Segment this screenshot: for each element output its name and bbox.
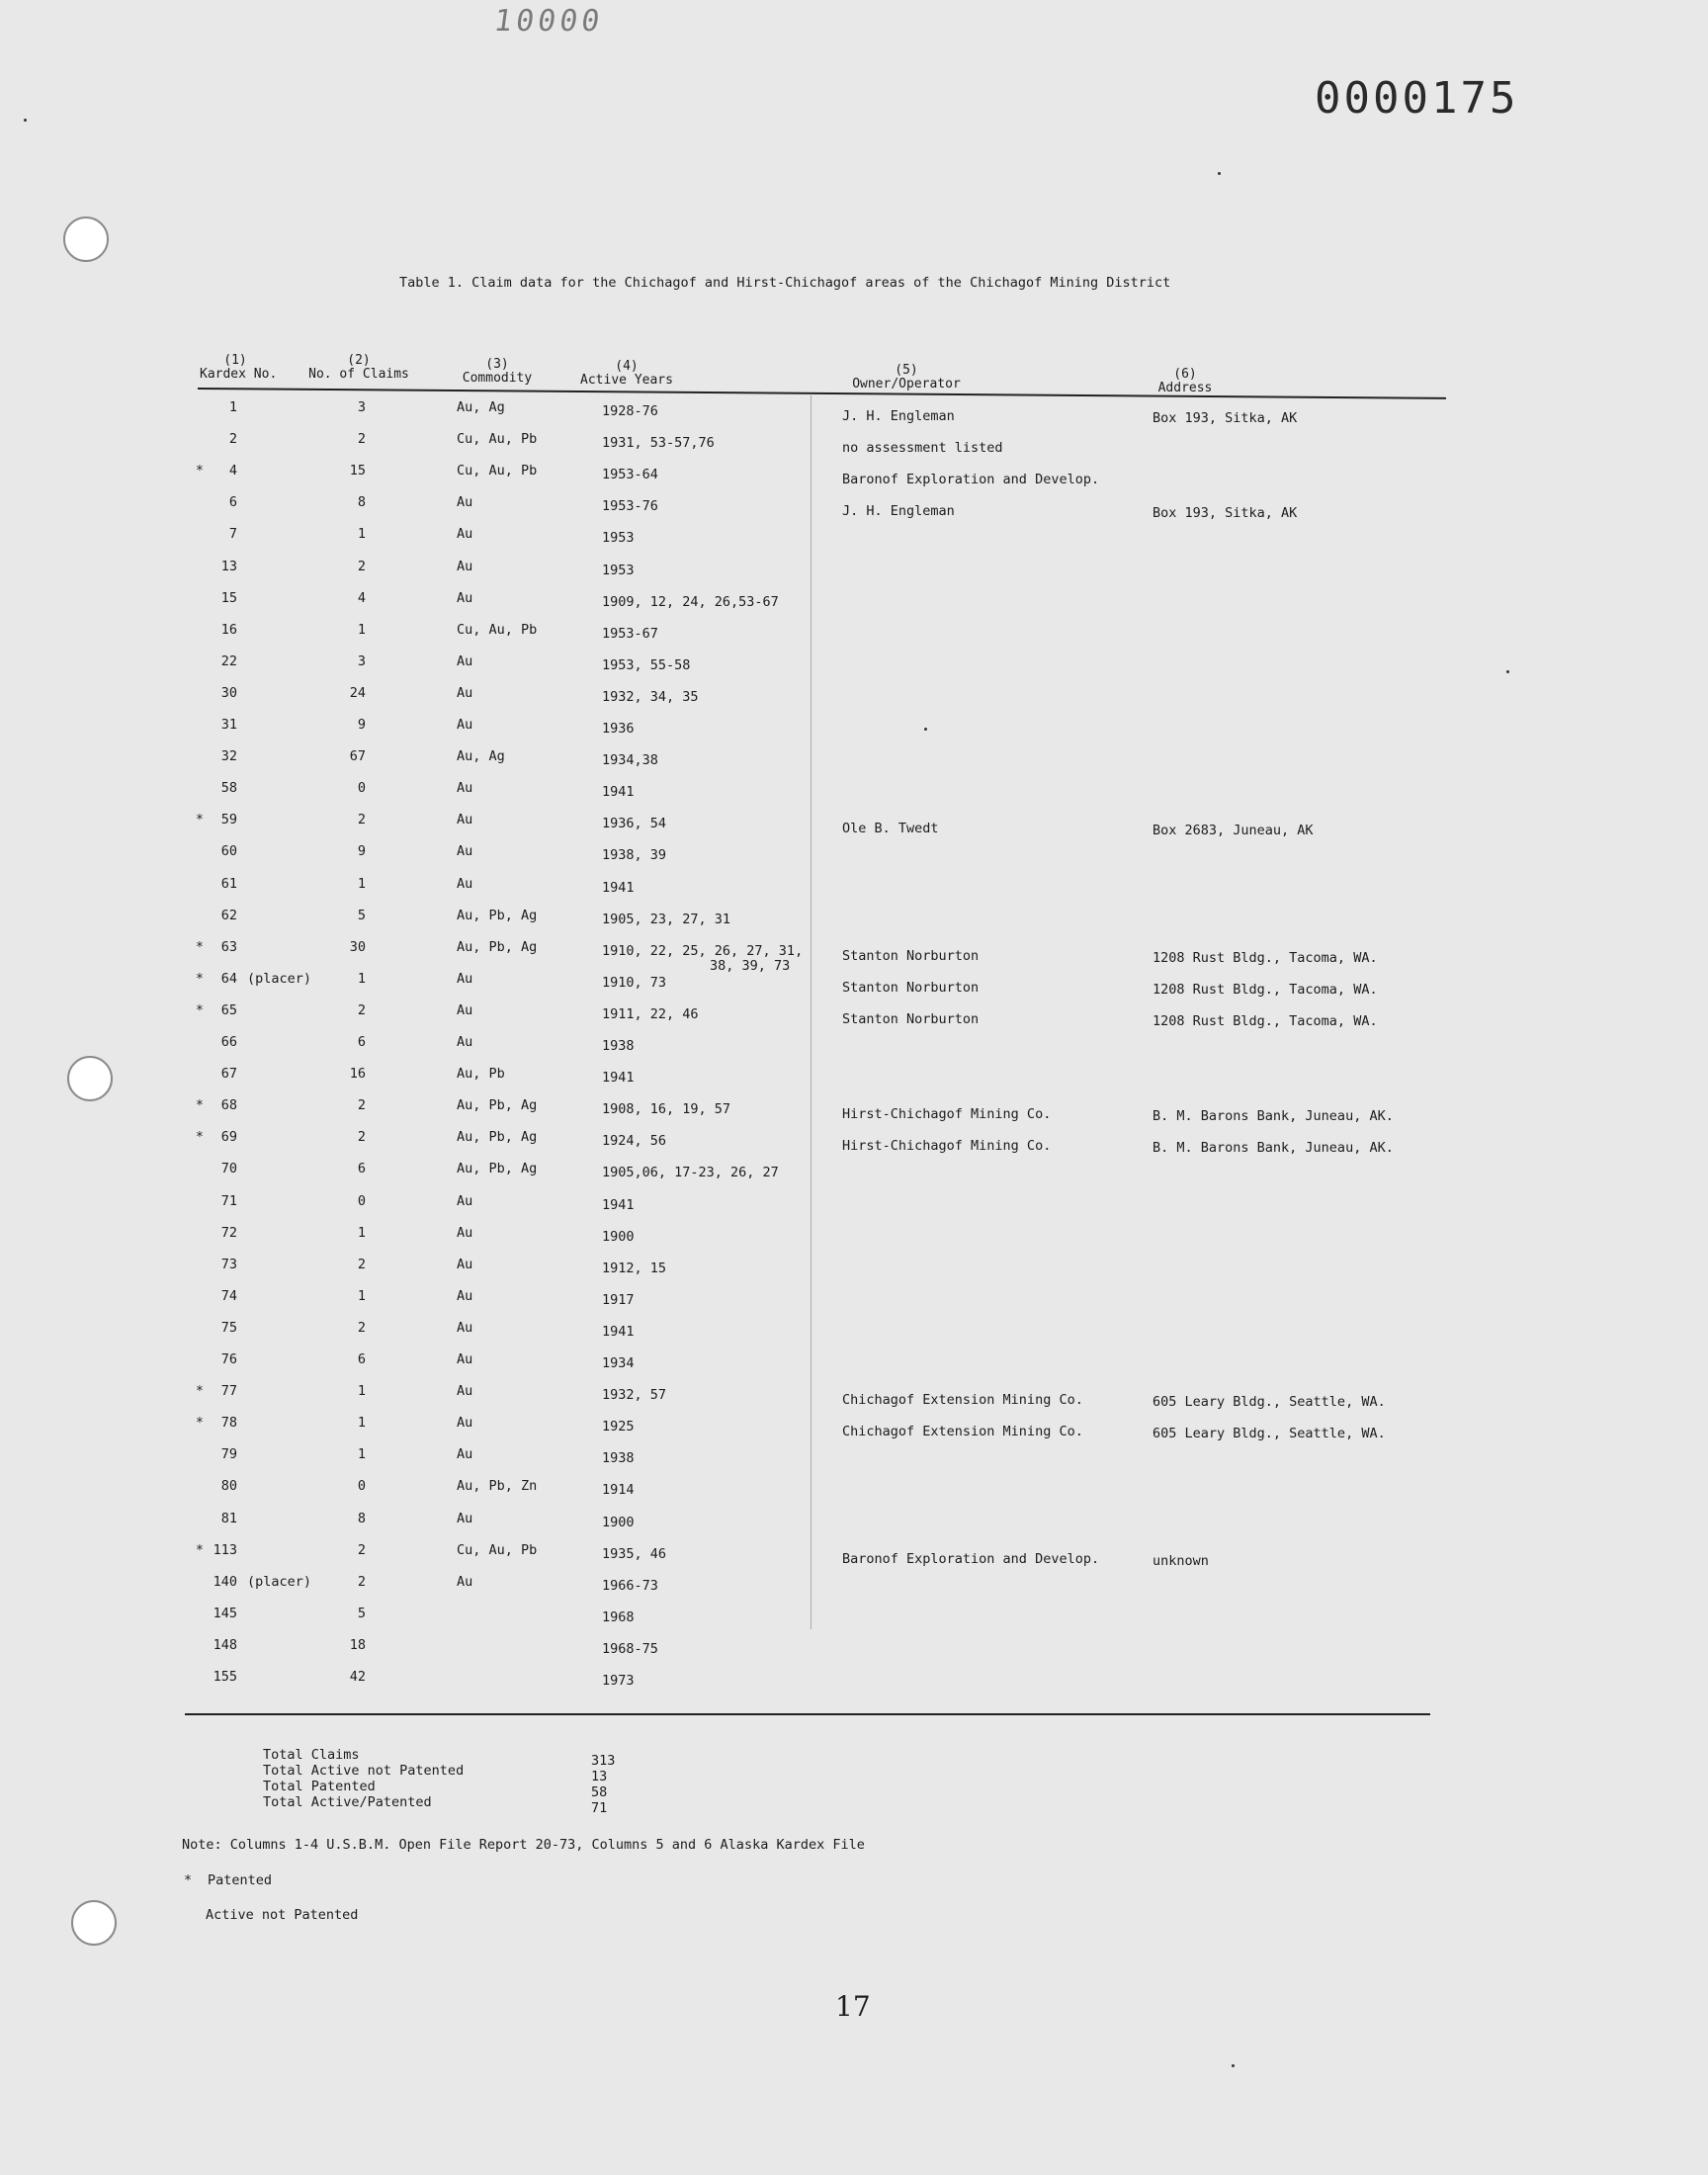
owner-operator: Baronof Exploration and Develop.: [842, 1550, 1100, 1567]
kardex-number: 66: [220, 1034, 237, 1050]
commodity: Cu, Au, Pb: [457, 1541, 538, 1558]
active-years-continued: 38, 39, 73: [710, 957, 791, 974]
kardex-number: 72: [220, 1224, 237, 1241]
commodity: Au: [457, 875, 473, 892]
claims-count: 15: [349, 463, 366, 479]
claims-count: 9: [357, 717, 366, 733]
claims-count: 6: [357, 1351, 366, 1367]
address: Box 193, Sitka, AK: [1153, 505, 1298, 522]
placer-tag: (placer): [247, 1573, 312, 1590]
page-number: 17: [835, 1990, 871, 2023]
total-patented-value: 58: [591, 1784, 608, 1800]
claims-count: 2: [357, 558, 366, 574]
kardex-number: 148: [213, 1636, 237, 1653]
total-active-not-patented-value: 13: [591, 1769, 608, 1784]
address: unknown: [1153, 1552, 1209, 1569]
claims-count: 24: [349, 684, 366, 701]
commodity: Au, Ag: [457, 399, 505, 415]
commodity: Au: [457, 494, 473, 511]
bottom-rule: [185, 1713, 1430, 1715]
commodity: Au, Pb, Ag: [457, 1097, 538, 1114]
active-years: 1932, 57: [602, 1387, 667, 1404]
active-years: 1953: [602, 530, 635, 547]
total-active-patented-label: Total Active/Patented: [263, 1794, 432, 1810]
kardex-number: 75: [220, 1319, 237, 1336]
active-years: 1941: [602, 879, 635, 896]
kardex-number: 16: [220, 621, 237, 638]
active-years: 1936, 54: [602, 816, 667, 832]
owner-operator: J. H. Engleman: [842, 408, 955, 424]
kardex-number: 77: [220, 1383, 237, 1400]
commodity: Au, Ag: [457, 748, 505, 765]
claims-count: 67: [349, 748, 366, 765]
kardex-number: 58: [220, 780, 237, 797]
patented-marker: *: [195, 463, 204, 479]
kardex-number: 113: [213, 1541, 237, 1558]
header-commodity: (3) Commodity: [462, 357, 533, 386]
active-years: 1924, 56: [602, 1133, 667, 1150]
kardex-number: 73: [220, 1256, 237, 1272]
owner-operator: J. H. Engleman: [842, 503, 955, 520]
total-claims-label: Total Claims: [263, 1747, 360, 1763]
kardex-number: 69: [220, 1129, 237, 1146]
legend-star-symbol: *: [184, 1872, 193, 1888]
commodity: Au: [457, 1351, 473, 1367]
claims-count: 0: [357, 780, 366, 797]
patented-marker: *: [195, 1129, 204, 1146]
claims-count: 1: [357, 621, 366, 638]
owner-operator: Ole B. Twedt: [842, 821, 939, 837]
kardex-number: 15: [220, 589, 237, 606]
address: B. M. Barons Bank, Juneau, AK.: [1153, 1140, 1394, 1157]
claims-count: 18: [349, 1636, 366, 1653]
kardex-number: 13: [220, 558, 237, 574]
legend-active-not-patented: Active not Patented: [206, 1907, 359, 1923]
claims-count: 9: [357, 843, 366, 860]
active-years: 1910, 22, 25, 26, 27, 31,: [602, 942, 804, 959]
address: 1208 Rust Bldg., Tacoma, WA.: [1153, 949, 1378, 966]
active-years: 1968-75: [602, 1640, 658, 1657]
owner-operator: Chichagof Extension Mining Co.: [842, 1424, 1083, 1440]
address: 605 Leary Bldg., Seattle, WA.: [1153, 1426, 1386, 1442]
active-years: 1953-64: [602, 467, 658, 483]
active-years: 1912, 15: [602, 1260, 667, 1276]
scan-speck: [1506, 670, 1509, 673]
active-years: 1936: [602, 721, 635, 737]
active-years: 1941: [602, 1070, 635, 1087]
commodity: Au: [457, 780, 473, 797]
kardex-number: 70: [220, 1161, 237, 1177]
header-active-years: (4) Active Years: [580, 359, 673, 388]
claims-count: 6: [357, 1034, 366, 1050]
patented-marker: *: [195, 1097, 204, 1114]
header-address: (6) Address: [1157, 367, 1213, 395]
active-years: 1973: [602, 1673, 635, 1689]
binder-hole: [71, 1900, 117, 1946]
owner-operator: Stanton Norburton: [842, 947, 980, 964]
owner-operator: Hirst-Chichagof Mining Co.: [842, 1138, 1052, 1155]
address: 1208 Rust Bldg., Tacoma, WA.: [1153, 1012, 1378, 1029]
table-title: Table 1. Claim data for the Chichagof and Hirst-Chichagof areas of the Chichagof Mining District: [399, 275, 1171, 291]
commodity: Cu, Au, Pb: [457, 431, 538, 448]
kardex-number: 60: [220, 843, 237, 860]
claims-count: 2: [357, 1541, 366, 1558]
kardex-number: 63: [220, 938, 237, 955]
faint-stamp: 10000: [491, 4, 606, 39]
scan-speck: [24, 119, 27, 122]
kardex-number: 81: [220, 1510, 237, 1526]
kardex-number: 80: [220, 1478, 237, 1495]
address: 605 Leary Bldg., Seattle, WA.: [1153, 1394, 1386, 1411]
claims-count: 8: [357, 1510, 366, 1526]
commodity: Au: [457, 1446, 473, 1463]
document-number: 0000175: [1315, 73, 1519, 124]
kardex-number: 7: [228, 526, 237, 543]
claims-count: 0: [357, 1478, 366, 1495]
claims-count: 42: [349, 1669, 366, 1685]
kardex-number: 1: [228, 399, 237, 415]
commodity: Au, Pb, Ag: [457, 1161, 538, 1177]
claims-count: 5: [357, 907, 366, 923]
commodity: Au, Pb, Ag: [457, 938, 538, 955]
commodity: Au: [457, 1034, 473, 1050]
commodity: Au: [457, 1510, 473, 1526]
active-years: 1938, 39: [602, 847, 667, 864]
total-patented-label: Total Patented: [263, 1779, 376, 1794]
active-years: 1928-76: [602, 403, 658, 419]
commodity: Au, Pb: [457, 1066, 505, 1083]
kardex-number: 67: [220, 1066, 237, 1083]
active-years: 1925: [602, 1419, 635, 1436]
header-rule: [198, 388, 1446, 399]
claims-count: 2: [357, 1129, 366, 1146]
kardex-number: 145: [213, 1605, 237, 1621]
commodity: Au, Pb, Zn: [457, 1478, 538, 1495]
commodity: Au: [457, 1192, 473, 1209]
scan-speck: [1218, 172, 1221, 175]
header-claims: (2) No. of Claims: [308, 353, 409, 382]
placer-tag: (placer): [247, 970, 312, 987]
claims-count: 1: [357, 1446, 366, 1463]
commodity: Au: [457, 1383, 473, 1400]
active-years: 1905,06, 17-23, 26, 27: [602, 1165, 779, 1181]
kardex-number: 140: [213, 1573, 237, 1590]
owner-operator: Baronof Exploration and Develop.: [842, 472, 1100, 488]
kardex-number: 4: [228, 463, 237, 479]
active-years: 1953-67: [602, 625, 658, 642]
patented-marker: *: [195, 970, 204, 987]
total-claims-value: 313: [591, 1753, 616, 1769]
patented-marker: *: [195, 938, 204, 955]
kardex-number: 68: [220, 1097, 237, 1114]
header-kardex: (1) Kardex No.: [200, 353, 278, 382]
patented-marker: *: [195, 1383, 204, 1400]
active-years: 1914: [602, 1482, 635, 1499]
scan-speck: [924, 728, 927, 731]
active-years: 1900: [602, 1228, 635, 1245]
owner-operator: Stanton Norburton: [842, 979, 980, 996]
patented-marker: *: [195, 812, 204, 828]
kardex-number: 59: [220, 812, 237, 828]
binder-hole: [63, 217, 109, 262]
claims-count: 1: [357, 526, 366, 543]
active-years: 1941: [602, 784, 635, 801]
commodity: Au: [457, 558, 473, 574]
kardex-number: 62: [220, 907, 237, 923]
kardex-number: 78: [220, 1415, 237, 1432]
kardex-number: 32: [220, 748, 237, 765]
active-years: 1938: [602, 1450, 635, 1467]
commodity: Cu, Au, Pb: [457, 463, 538, 479]
address: Box 193, Sitka, AK: [1153, 410, 1298, 426]
active-years: 1968: [602, 1609, 635, 1625]
total-active-patented-value: 71: [591, 1800, 608, 1816]
commodity: Au: [457, 970, 473, 987]
claims-count: 2: [357, 1573, 366, 1590]
kardex-number: 2: [228, 431, 237, 448]
active-years: 1932, 34, 35: [602, 688, 699, 705]
claims-count: 8: [357, 494, 366, 511]
source-note: Note: Columns 1-4 U.S.B.M. Open File Report 20-73, Columns 5 and 6 Alaska Kardex File: [182, 1837, 865, 1853]
active-years: 1931, 53-57,76: [602, 435, 715, 452]
commodity: Au: [457, 1415, 473, 1432]
address: Box 2683, Juneau, AK: [1153, 823, 1314, 839]
claims-count: 5: [357, 1605, 366, 1621]
patented-marker: *: [195, 1541, 204, 1558]
active-years: 1934,38: [602, 752, 658, 769]
active-years: 1941: [602, 1323, 635, 1340]
kardex-number: 22: [220, 652, 237, 669]
owner-operator: Chichagof Extension Mining Co.: [842, 1392, 1083, 1409]
commodity: Au: [457, 652, 473, 669]
kardex-number: 74: [220, 1287, 237, 1304]
claims-count: 1: [357, 1383, 366, 1400]
claims-count: 1: [357, 1224, 366, 1241]
commodity: Au: [457, 1573, 473, 1590]
commodity: Au, Pb, Ag: [457, 907, 538, 923]
claims-count: 2: [357, 431, 366, 448]
claims-count: 3: [357, 399, 366, 415]
commodity: Au: [457, 1256, 473, 1272]
commodity: Au: [457, 684, 473, 701]
kardex-number: 65: [220, 1001, 237, 1018]
claims-count: 2: [357, 1001, 366, 1018]
active-years: 1938: [602, 1038, 635, 1054]
legend-patented: Patented: [208, 1872, 273, 1888]
claims-count: 1: [357, 875, 366, 892]
claims-count: 4: [357, 589, 366, 606]
commodity: Au: [457, 843, 473, 860]
active-years: 1953, 55-58: [602, 656, 691, 673]
claims-count: 0: [357, 1192, 366, 1209]
owner-operator: Stanton Norburton: [842, 1010, 980, 1027]
active-years: 1909, 12, 24, 26,53-67: [602, 593, 779, 610]
claims-count: 2: [357, 1097, 366, 1114]
active-years: 1917: [602, 1291, 635, 1308]
commodity: Cu, Au, Pb: [457, 621, 538, 638]
claims-count: 1: [357, 1415, 366, 1432]
claims-count: 1: [357, 970, 366, 987]
commodity: Au: [457, 812, 473, 828]
commodity: Au, Pb, Ag: [457, 1129, 538, 1146]
header-owner: (5) Owner/Operator: [852, 363, 961, 392]
address: B. M. Barons Bank, Juneau, AK.: [1153, 1108, 1394, 1125]
owner-operator: no assessment listed: [842, 440, 1003, 457]
kardex-number: 71: [220, 1192, 237, 1209]
commodity: Au: [457, 1001, 473, 1018]
claims-count: 3: [357, 652, 366, 669]
commodity: Au: [457, 1224, 473, 1241]
address: 1208 Rust Bldg., Tacoma, WA.: [1153, 981, 1378, 998]
patented-marker: *: [195, 1415, 204, 1432]
active-years: 1953-76: [602, 498, 658, 515]
commodity: Au: [457, 589, 473, 606]
active-years: 1935, 46: [602, 1545, 667, 1562]
active-years: 1900: [602, 1514, 635, 1530]
active-years: 1905, 23, 27, 31: [602, 911, 731, 927]
claims-count: 30: [349, 938, 366, 955]
active-years: 1966-73: [602, 1577, 658, 1594]
claims-count: 2: [357, 1319, 366, 1336]
kardex-number: 155: [213, 1669, 237, 1685]
active-years: 1911, 22, 46: [602, 1005, 699, 1022]
commodity: Au: [457, 526, 473, 543]
kardex-number: 30: [220, 684, 237, 701]
active-years: 1953: [602, 562, 635, 578]
commodity: Au: [457, 1319, 473, 1336]
claims-count: 6: [357, 1161, 366, 1177]
active-years: 1941: [602, 1196, 635, 1213]
total-active-not-patented-label: Total Active not Patented: [263, 1763, 465, 1779]
claims-count: 2: [357, 812, 366, 828]
kardex-number: 31: [220, 717, 237, 733]
kardex-number: 6: [228, 494, 237, 511]
kardex-number: 64: [220, 970, 237, 987]
scan-speck: [1232, 2064, 1235, 2067]
kardex-number: 76: [220, 1351, 237, 1367]
active-years: 1934: [602, 1355, 635, 1371]
commodity: Au: [457, 1287, 473, 1304]
kardex-number: 61: [220, 875, 237, 892]
claims-count: 16: [349, 1066, 366, 1083]
owner-operator: Hirst-Chichagof Mining Co.: [842, 1106, 1052, 1123]
kardex-number: 79: [220, 1446, 237, 1463]
claims-count: 2: [357, 1256, 366, 1272]
commodity: Au: [457, 717, 473, 733]
active-years: 1910, 73: [602, 974, 667, 991]
patented-marker: *: [195, 1001, 204, 1018]
active-years: 1908, 16, 19, 57: [602, 1101, 731, 1118]
claims-count: 1: [357, 1287, 366, 1304]
binder-hole: [67, 1056, 113, 1101]
